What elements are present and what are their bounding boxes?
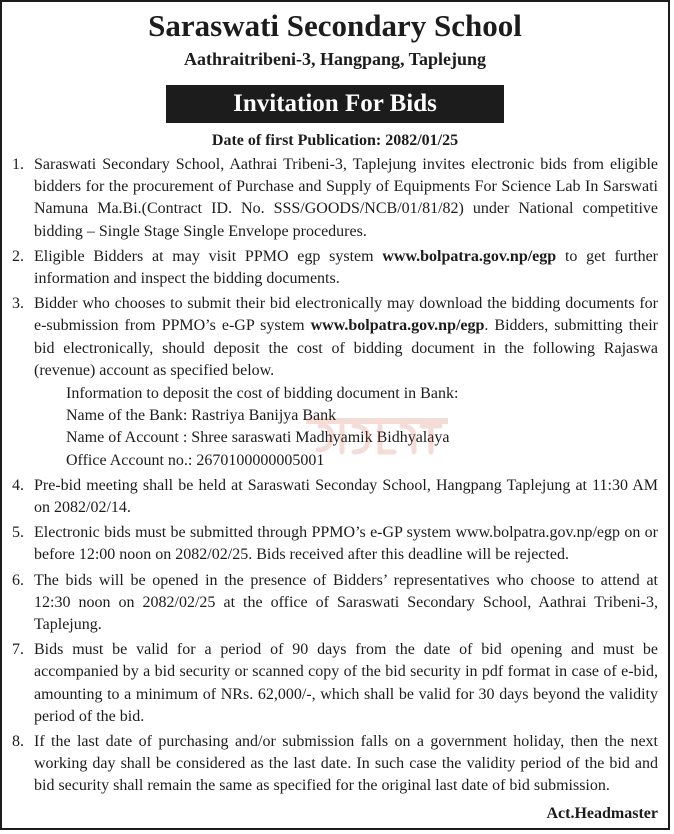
list-item — [2, 522, 668, 566]
signature: Act.Headmaster — [546, 805, 658, 822]
item-number: 4. — [12, 476, 24, 494]
list-item — [2, 639, 668, 728]
item-number: 8. — [12, 733, 24, 751]
list-item — [2, 475, 668, 519]
list-item — [2, 154, 668, 243]
school-address: Aathraitribeni-3, Hangpang, Taplejung — [183, 49, 487, 69]
item-text: Saraswati Secondary School, Aathrai Tribeni-3, Taplejung invites electronic bids from eligible bidders for the procurement of Purchase and Supply of Equipments For Science Lab In Sarswati Namuna Ma.Bi.(Contract ID. No. SSS/GOODS/NCB/01/81/82) under National competitive bidding – Single Stage Single Envelope procedures. — [34, 156, 658, 240]
bank-intro: Information to deposit the cost of bidding document in Bank: — [66, 385, 459, 403]
list-item — [2, 731, 668, 798]
item-number: 6. — [12, 571, 24, 589]
item-text: Eligible Bidders at may visit PPMO egp system — [34, 247, 383, 265]
item-number: 2. — [12, 247, 24, 265]
list-item — [2, 570, 668, 637]
item-text: The bids will be opened in the presence of Bidders’ representatives who choose to attend at 12:30 noon on 2082/02/25 at the office of Saraswati Secondary School, Aathrai Tribeni-3, Taplejung. — [34, 571, 658, 634]
publication-date: Date of first Publication: 2082/01/25 — [211, 132, 459, 149]
bank-name: Name of the Bank: Rastriya Banijya Bank — [66, 407, 337, 425]
egp-link[interactable]: www.bolpatra.gov.np/egp — [310, 317, 485, 335]
item-number: 3. — [12, 295, 24, 313]
item-text: . Bidders, submitting their bid electronically, should deposit the cost of bidding document in the following Rajaswa (revenue) account as specified below. — [34, 317, 659, 379]
account-name: Name of Account : Shree saraswati Madhyamik Bidhyalaya — [66, 429, 450, 447]
item-text: Electronic bids must be submitted through PPMO’s e-GP system www.bolpatra.gov.np/egp on or before 12:00 noon on 2082/02/25. Bids received after this deadline will be rejected. — [34, 524, 658, 564]
item-text: Bids must be valid for a period of 90 days from the date of bid opening and must be accompanied by a bid security or scanned copy of the bid security in pdf format in case of e-bid, amounting to a minimum of NRs. 62,000/-, which shall be valid for 30 days beyond the validity period of the bid. — [34, 641, 658, 725]
item-text: If the last date of purchasing and/or submission falls on a government holiday, then the next working day shall be considered as the last date. In such case the validity period of the bid and bid security shall remain the same as specified for the original last date of bid submission. — [34, 733, 658, 795]
item-text: Pre-bid meeting shall be held at Saraswati Seconday School, Hangpang Taplejung at 11:30 AM on 2082/02/14. — [34, 476, 658, 517]
egp-link[interactable]: www.bolpatra.gov.np/egp — [382, 247, 557, 265]
item-number: 7. — [12, 641, 24, 659]
publisher-watermark-logo — [302, 412, 452, 468]
item-number: 5. — [12, 524, 24, 542]
title-banner: Invitation For Bids — [166, 85, 504, 123]
account-number: Office Account no.: 2670100000005001 — [66, 451, 325, 469]
item-number: 1. — [12, 156, 24, 173]
bid-items-list — [2, 154, 668, 798]
list-item — [2, 246, 668, 290]
item-text: Bidder who chooses to submit their bid electronically may download the bidding documents for e-submission from PPMO’s e-GP system — [34, 295, 658, 335]
school-name: Saraswati Secondary School — [148, 8, 522, 43]
item-text: to get further information and inspect the bidding documents. — [34, 247, 658, 288]
